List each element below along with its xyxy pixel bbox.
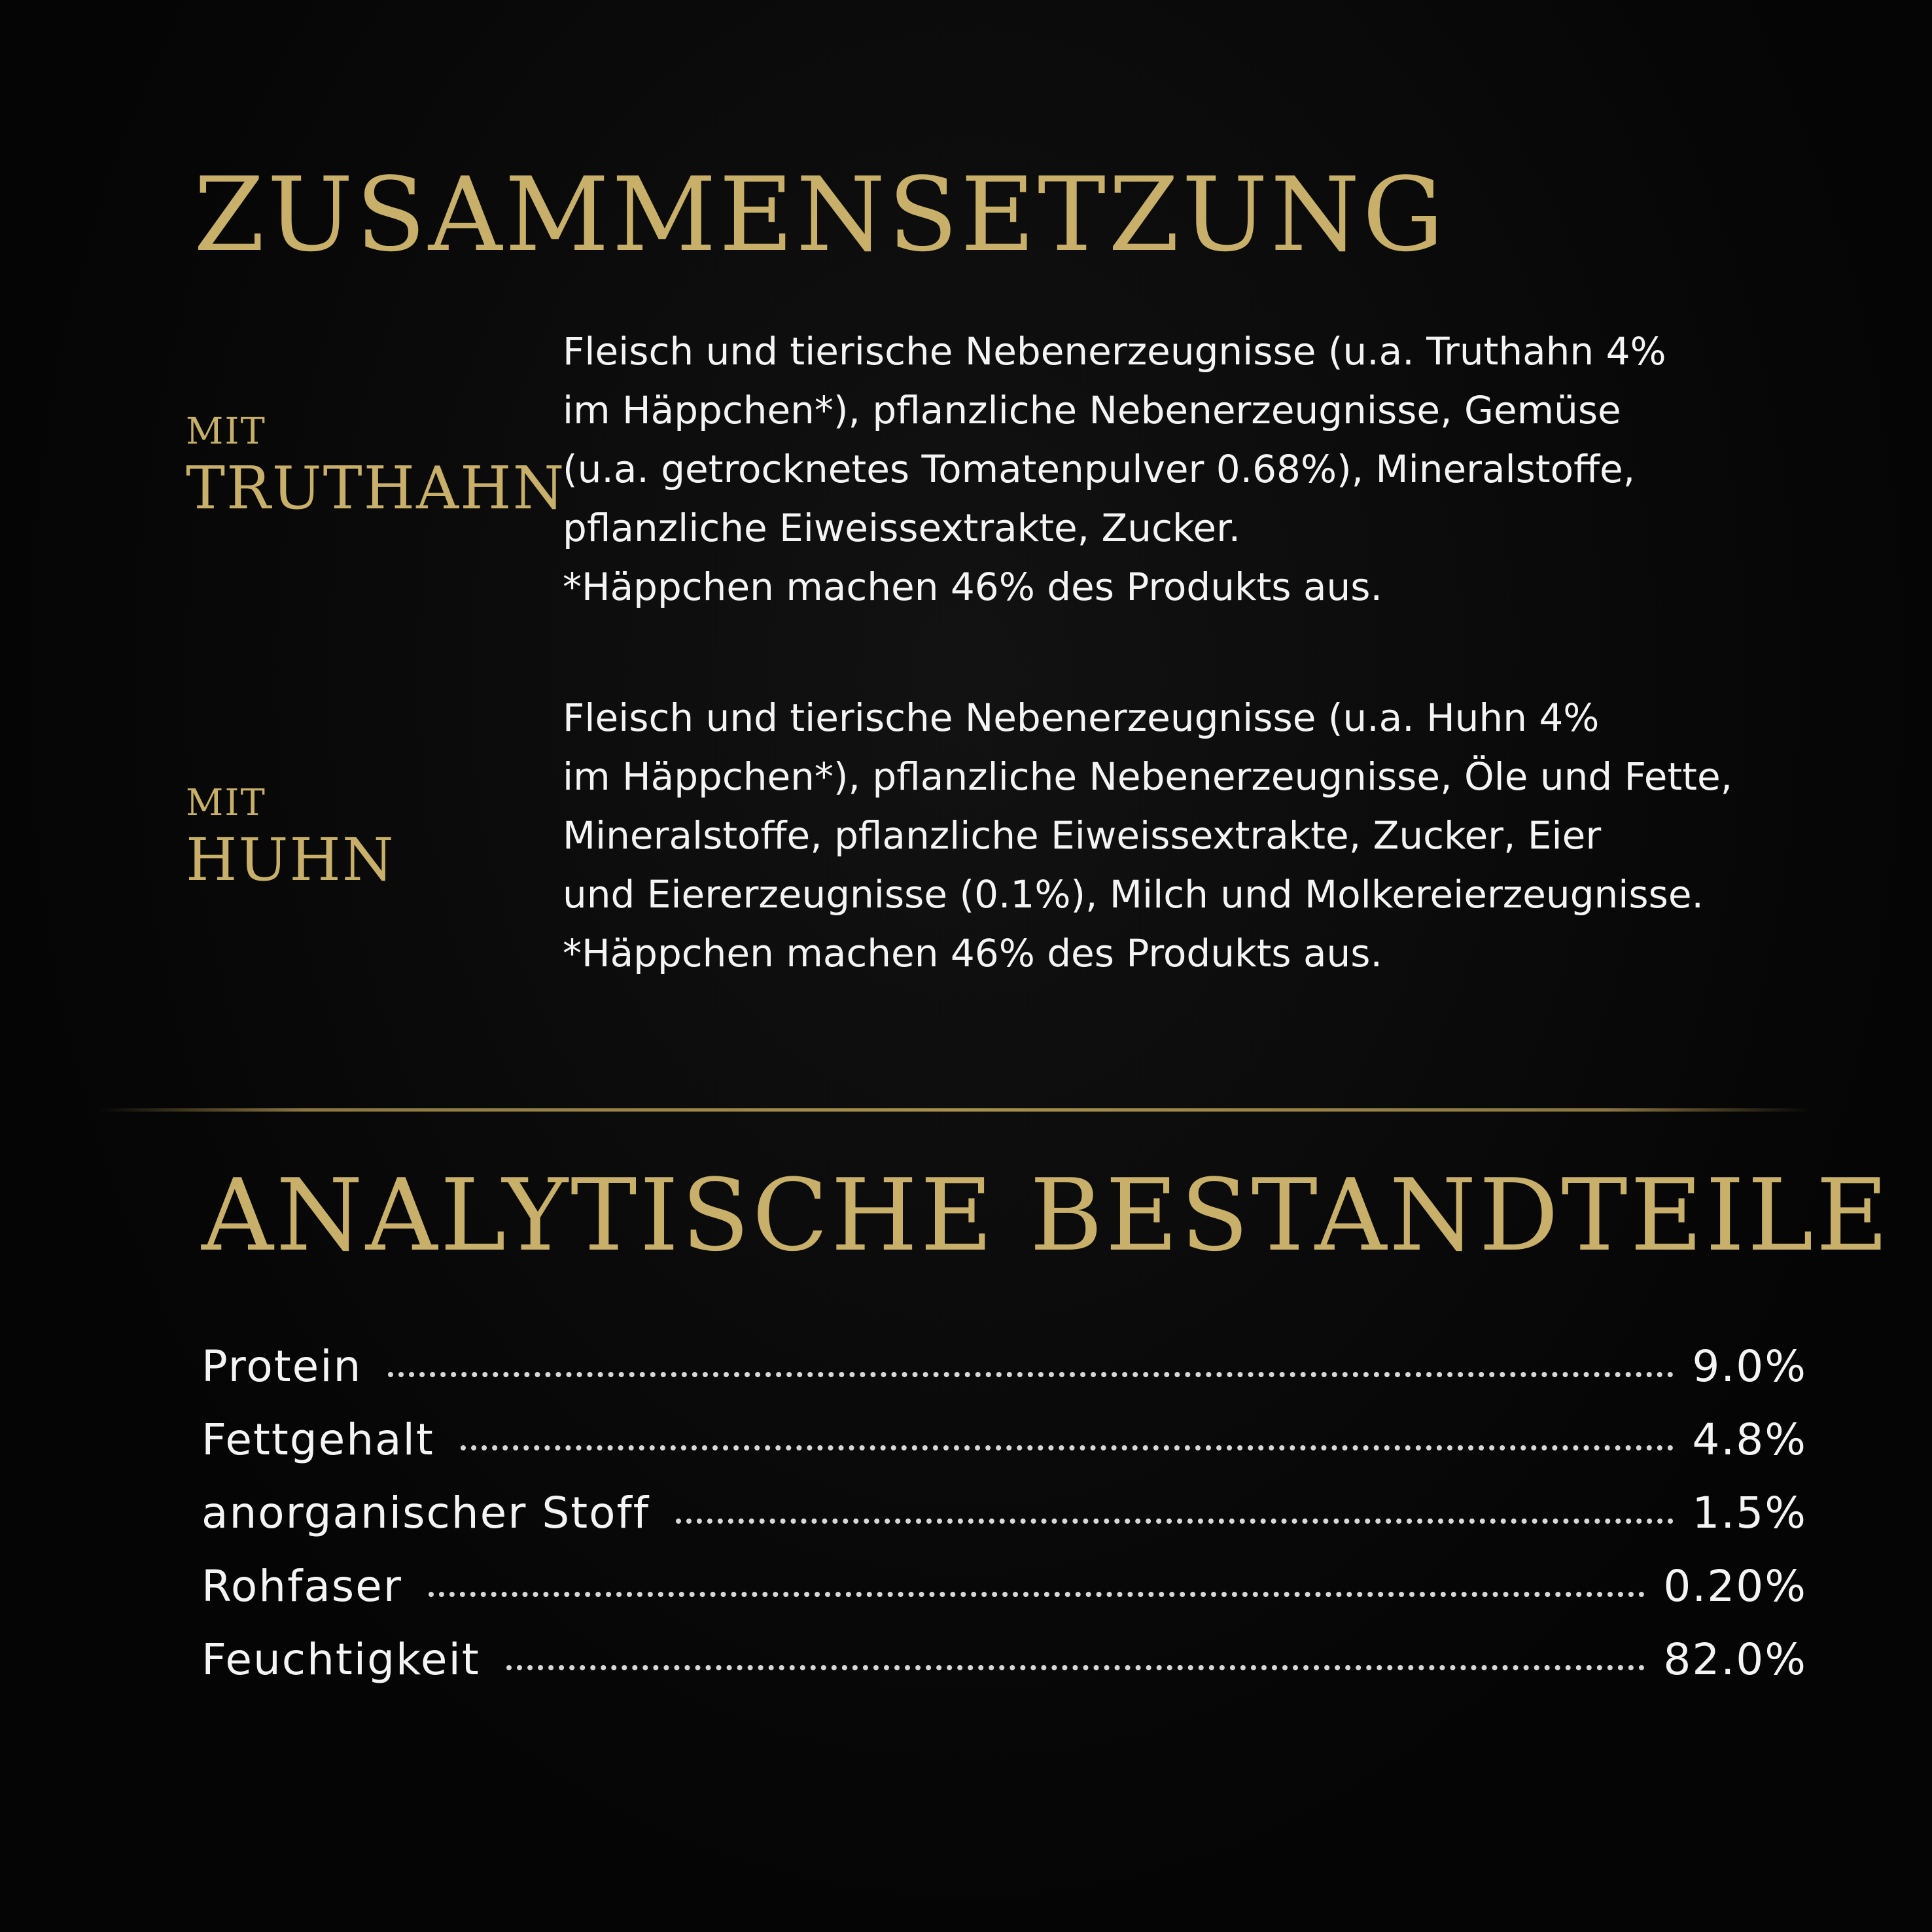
composition-text-truthahn (563, 322, 1871, 616)
composition-line: im Häppchen*), pflanzliche Nebenerzeugnisse, Gemüse (563, 388, 1621, 432)
composition-line: im Häppchen*), pflanzliche Nebenerzeugnisse, Öle und Fette, (563, 754, 1733, 799)
analysis-label: anorganischer Stoff (202, 1488, 650, 1538)
analysis-title: ANALYTISCHE BESTANDTEILE (202, 1157, 1891, 1273)
analysis-row-rohfaser (202, 1561, 1807, 1634)
composition-line: Mineralstoffe, pflanzliche Eiweissextrakte, Zucker, Eier (563, 813, 1602, 858)
composition-title: ZUSAMMENSETZUNG (194, 155, 1447, 274)
composition-line: und Eiererzeugnisse (0.1%), Milch und Molkereierzeugnisse. (563, 872, 1704, 917)
analysis-row-feuchtigkeit (202, 1634, 1807, 1708)
composition-line: Fleisch und tierische Nebenerzeugnisse (u.a. Huhn 4% (563, 695, 1600, 740)
analysis-value: 4.8% (1692, 1414, 1807, 1465)
analysis-value: 82.0% (1663, 1634, 1807, 1685)
dot-leader (461, 1445, 1674, 1450)
dot-leader (676, 1519, 1674, 1524)
composition-footnote: *Häppchen machen 46% des Produkts aus. (563, 931, 1382, 975)
composition-footnote: *Häppchen machen 46% des Produkts aus. (563, 565, 1382, 609)
analysis-row-protein (202, 1341, 1807, 1414)
variant-name: TRUTHAHN (186, 454, 566, 523)
variant-prefix: MIT (186, 782, 266, 824)
analysis-value: 0.20% (1663, 1561, 1807, 1611)
section-divider (98, 1108, 1812, 1112)
analysis-row-anorganischer-stoff (202, 1488, 1807, 1561)
analysis-label: Protein (202, 1341, 362, 1392)
variant-label-truthahn (186, 410, 566, 523)
variant-label-huhn (186, 782, 395, 894)
dot-leader (429, 1592, 1645, 1597)
analysis-row-fettgehalt (202, 1414, 1807, 1488)
dot-leader (388, 1372, 1674, 1377)
analysis-label: Rohfaser (202, 1561, 402, 1611)
analysis-value: 9.0% (1692, 1341, 1807, 1392)
analysis-table (202, 1341, 1807, 1708)
variant-name: HUHN (186, 826, 395, 894)
variant-prefix: MIT (186, 410, 266, 453)
dot-leader (506, 1665, 1645, 1670)
analysis-value: 1.5% (1692, 1488, 1807, 1538)
composition-line: (u.a. getrocknetes Tomatenpulver 0.68%), Mineralstoffe, (563, 447, 1636, 491)
composition-line: pflanzliche Eiweissextrakte, Zucker. (563, 506, 1241, 550)
analysis-label: Fettgehalt (202, 1414, 434, 1465)
composition-text-huhn (563, 688, 1871, 983)
composition-line: Fleisch und tierische Nebenerzeugnisse (u.a. Truthahn 4% (563, 329, 1666, 374)
analysis-label: Feuchtigkeit (202, 1634, 480, 1685)
